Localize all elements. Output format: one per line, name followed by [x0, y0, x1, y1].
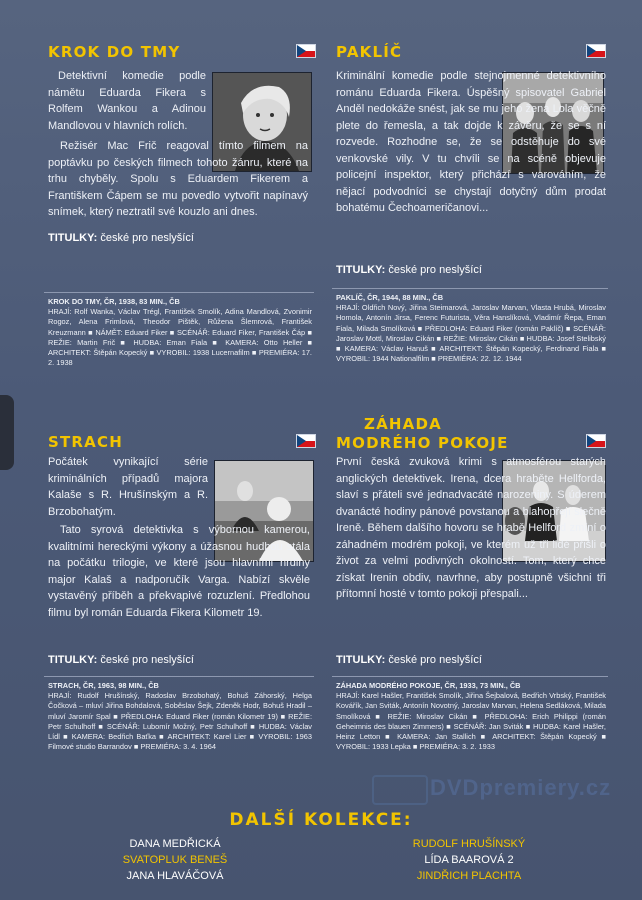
subtitles-line	[336, 264, 482, 276]
film-title: PAKLÍČ	[336, 43, 403, 61]
description-paragraph: Režisér Mac Frič reagoval tímto filmem na poptávku po českých filmech tohoto žánru, které na trhu chyběly. Spolu s Eduardem Fikerem a Františkem Čápem se mu povedlo vytvořit napínavý snímek, který neztratil své kouzlo ani dnes.	[48, 140, 308, 218]
description-paragraph: Počátek vynikající série kriminálních případů majora Kalaše s R. Hrušínským a R. Brzobohatým.	[48, 456, 208, 518]
subtitles-label: TITULKY:	[48, 654, 98, 666]
czech-flag-icon	[586, 44, 606, 58]
czech-flag-icon	[296, 434, 316, 448]
subtitles-value: české pro neslyšící	[100, 654, 194, 666]
film-title-line-1: ZÁHADA	[364, 415, 442, 433]
film-description	[48, 454, 310, 621]
subtitles-label: TITULKY:	[336, 264, 386, 276]
collection-item: LÍDA BAAROVÁ 2	[424, 854, 514, 866]
film-title: STRACH	[48, 433, 123, 451]
czech-flag-icon	[586, 434, 606, 448]
subtitles-label: TITULKY:	[336, 654, 386, 666]
film-title-line-2: MODRÉHO POKOJE	[336, 434, 509, 452]
description-paragraph: Kriminální komedie podle stejnojmenné detektivního románu Eduarda Fikera. Úspěšný spisovatel Gabriel Anděl nedokáže snést, jak se mu jeho žena Lola věčně plete do řemesla, a tak dojde k závěru, že se s ní rozvede. Rozhodne se, že se odstěhuje do své venkovské vily. V tu chvíli se na scéně objevuje policejní inspektor, který přichází s varováním, že nějací podvodníci se chystají dotyčný dům prodat bohatému Čechoameričanovi...	[336, 70, 606, 214]
collections-left-list	[90, 836, 260, 884]
credits-text: HRAJÍ: Rolf Wanka, Václav Trégl, František Smolík, Adina Mandlová, Zvonimir Rogoz, Alena Frimlová, Theodor Pištěk, Růžena Šlemrová, František Kreuzmann ■ NÁMĚT: Eduard Fiker ■ SCÉNÁŘ: Eduard Fiker, František Čáp ■ REŽIE: Martin Frič ■ HUDBA: Eman Fiala ■ KAMERA: Otto Heller ■ ARCHITEKT: Štěpán Kopecký ■ VYROBIL: 1938 Lucernafilm ■ PREMIÉRA: 17. 2. 1938	[48, 307, 312, 368]
description-paragraph: Detektivní komedie podle námětu Eduarda Fikera s Rolfem Wankou a Adinou Mandlovou v hlavních rolích.	[48, 70, 206, 132]
credits-text: HRAJÍ: Karel Hašler, František Smolík, Jiřina Šejbalová, Bedřich Vrbský, František Kovářík, Jan Sviták, Antonín Novotný, Jaroslav Marvan, Helena Sedláková, Milada Smolíková ■ REŽIE: Miroslav Cikán ■ PŘEDLOHA: Erich Philippi (román Geheimnis des blauen Zimmers) ■ SCÉNÁŘ: Jan Sviták ■ HUDBA: Karel Hašler, Heinz Letton ■ KAMERA: Jan Stallich ■ ARCHITEKT: Štěpán Kopecký ■ VYROBIL: 1933 Lepka ■ PREMIÉRA: 3. 2. 1933	[336, 691, 606, 752]
subtitles-line	[48, 654, 194, 666]
description-paragraph: První česká zvuková krimi s atmosférou starých anglických detektivek. Irena, dcera hraběte Hellforda, slaví s přáteli své jednadvacáté narozeniny. S úderem dvanácté hodiny pánové povstanou a blahopřejí slečně Ireně. Během dalšího hovoru se hrabě Hellford zmíní o záhadném modrém pokoji, ve kterém už tři lidé přišli o život za velmi podivných okolností. Tom, který chce získat Irenin obdiv, navrhne, aby postupně všichni tři přítomní hosté v tomto pokoji přespali...	[336, 456, 606, 600]
credits-header: STRACH, ČR, 1963, 98 MIN., ČB	[48, 681, 159, 690]
collection-item: DANA MEDŘICKÁ	[129, 838, 221, 850]
subtitles-line	[48, 232, 194, 244]
subtitles-value: české pro neslyšící	[388, 264, 482, 276]
collections-title: DALŠÍ KOLEKCE:	[229, 810, 413, 830]
divider	[332, 676, 608, 677]
collection-item: RUDOLF HRUŠÍNSKÝ	[412, 838, 526, 850]
collections-right-list	[384, 836, 554, 884]
film-credits	[336, 293, 606, 364]
credits-header: PAKLÍČ, ČR, 1944, 88 MIN., ČB	[336, 293, 444, 302]
disc-edge	[0, 395, 14, 470]
divider	[44, 676, 314, 677]
credits-text: HRAJÍ: Rudolf Hrušínský, Radoslav Brzobohatý, Bohuš Záhorský, Helga Čočková – mluví Jiřina Bohdalová, Soběslav Šejk, Zdeněk Hodr, Bohuš Hradil – mluví Jaromír Spal ■ PŘEDLOHA: Eduard Fiker (román Kilometr 19) ■ REŽIE: Petr Schulhoff ■ SCÉNÁŘ: Lubomír Možný, Petr Schulhoff ■ HUDBA: Václav Lídl ■ KAMERA: Bedřich Baťka ■ ARCHITEKT: Karel Lier ■ VYROBIL: 1963 Filmové studio Barrandov ■ PREMIÉRA: 3. 4. 1964	[48, 691, 312, 752]
divider	[44, 292, 314, 293]
film-credits	[48, 297, 312, 368]
subtitles-line	[336, 654, 482, 666]
film-title: KROK DO TMY	[48, 43, 181, 61]
subtitles-value: české pro neslyšící	[100, 232, 194, 244]
collection-item: SVATOPLUK BENEŠ	[122, 854, 228, 866]
film-description	[336, 454, 606, 603]
credits-header: ZÁHADA MODRÉHO POKOJE, ČR, 1933, 73 MIN., ČB	[336, 681, 521, 690]
credits-header: KROK DO TMY, ČR, 1938, 83 MIN., ČB	[48, 297, 180, 306]
collection-item: JANA HLAVÁČOVÁ	[126, 870, 224, 882]
subtitles-label: TITULKY:	[48, 232, 98, 244]
subtitles-value: české pro neslyšící	[388, 654, 482, 666]
collection-item: JINDŘICH PLACHTA	[416, 870, 522, 882]
film-description	[336, 68, 606, 217]
czech-flag-icon	[296, 44, 316, 58]
film-credits	[336, 681, 606, 752]
watermark-text: DVDpremiery.cz	[430, 775, 612, 800]
watermark-logo	[372, 775, 428, 805]
film-description	[48, 68, 308, 221]
credits-text: HRAJÍ: Oldřich Nový, Jiřina Steimarová, Jaroslav Marvan, Vlasta Hrubá, Miroslav Homola, Antonín Jirsa, Ferenc Futurista, Věra Hanslíková, Vladimír Řepa, Eman Fiala, Milada Smolíková ■ PŘEDLOHA: Eduard Fiker (román Paklíč) ■ SCÉNÁŘ: Jaroslav Mottl, Miroslav Cikán ■ REŽIE: Miroslav Cikán ■ HUDBA: Josef Stelibský ■ KAMERA: Václav Hanuš ■ ARCHITEKT: Štěpán Kopecký, Ferdinand Fiala ■ VYROBIL: 1944 Nationalfilm ■ PREMIÉRA: 22. 12. 1944	[336, 303, 606, 364]
description-paragraph: Tato syrová detektivka s výbornou kamerou, kvalitními hereckými výkony a úžasnou hudbou stála na počátku trilogie, ve které jsou hlavními hrdiny major Kalaš a nadporučík Varga. Nabízí skvěle vystavěný příběh a překvapivé rozuzlení. Předlohou filmu byl román Eduarda Fikera Kilometr 19.	[48, 524, 310, 619]
divider	[332, 288, 608, 289]
film-credits	[48, 681, 312, 752]
